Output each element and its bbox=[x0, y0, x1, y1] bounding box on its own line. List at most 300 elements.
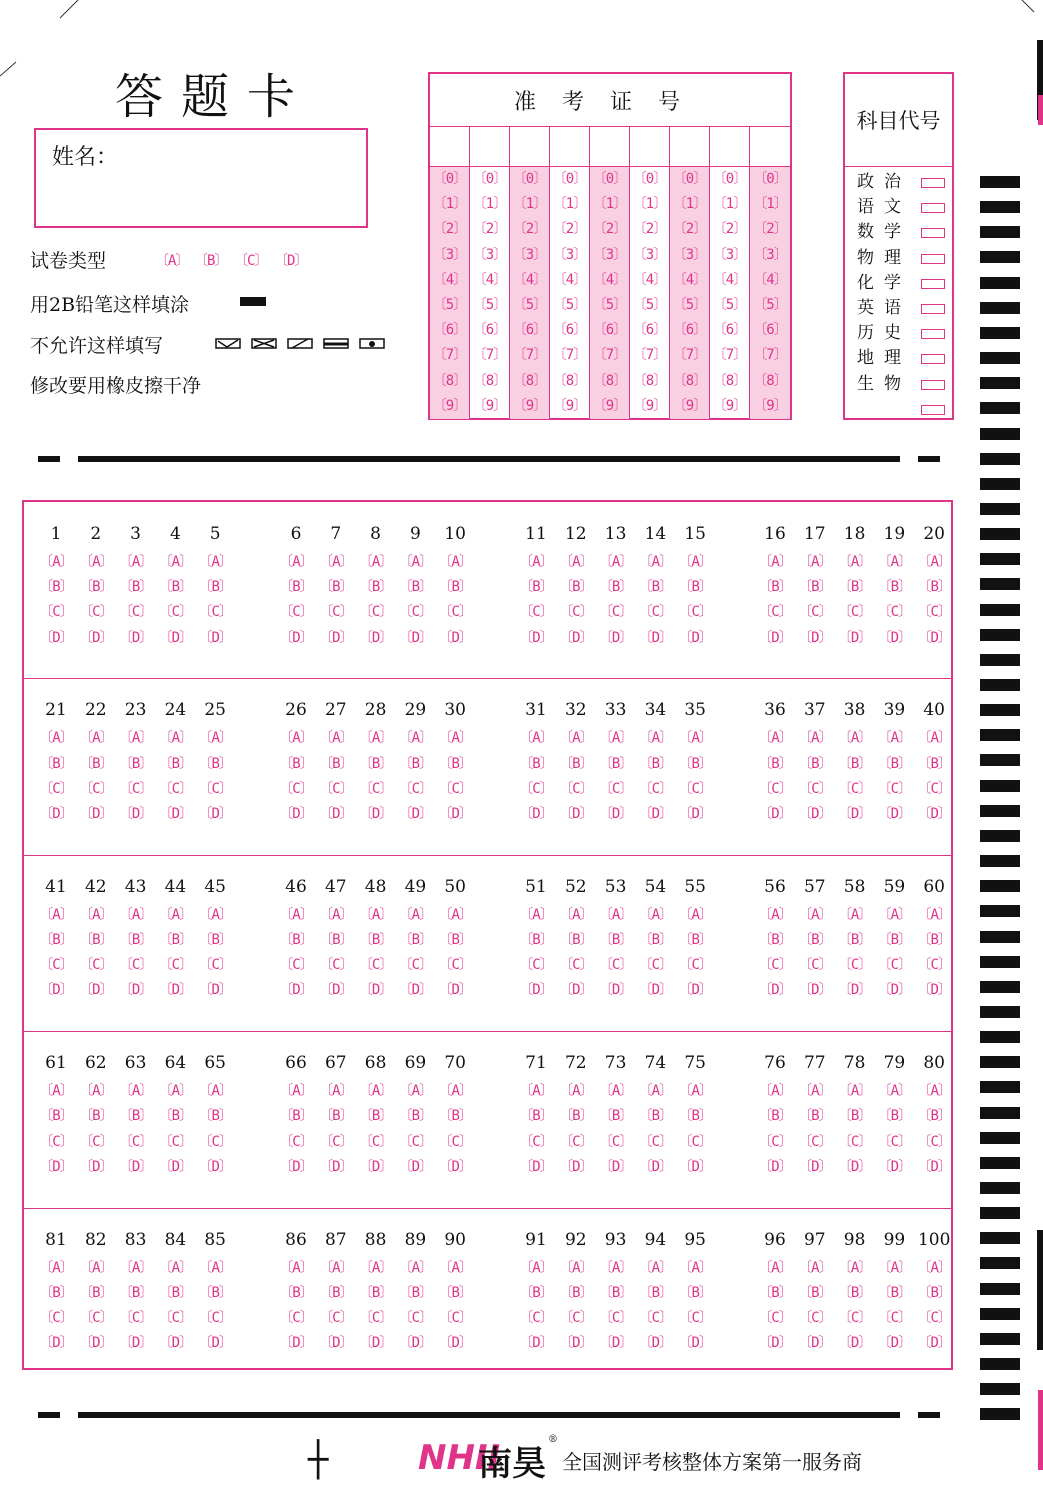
answer-bubble[interactable]: 〔D〕 bbox=[798, 806, 832, 822]
answer-bubble[interactable]: 〔D〕 bbox=[118, 806, 153, 822]
exam-digit-bubble[interactable]: 〔6〕 bbox=[672, 322, 707, 339]
exam-digit-bubble[interactable]: 〔4〕 bbox=[592, 271, 627, 288]
answer-bubble[interactable]: 〔C〕 bbox=[917, 604, 951, 621]
exam-digit-bubble[interactable]: 〔0〕 bbox=[672, 171, 707, 187]
answer-bubble[interactable]: 〔A〕 bbox=[158, 1083, 193, 1100]
answer-bubble[interactable]: 〔B〕 bbox=[678, 579, 712, 596]
answer-bubble[interactable]: 〔A〕 bbox=[118, 730, 153, 747]
answer-bubble[interactable]: 〔C〕 bbox=[678, 957, 712, 974]
answer-bubble[interactable]: 〔C〕 bbox=[678, 604, 712, 621]
answer-bubble[interactable]: 〔D〕 bbox=[158, 982, 193, 999]
answer-bubble[interactable]: 〔B〕 bbox=[79, 755, 113, 772]
subject-bubble[interactable] bbox=[921, 279, 945, 289]
exam-number-write-cell[interactable] bbox=[590, 126, 629, 167]
exam-digit-bubble[interactable]: 〔5〕 bbox=[632, 296, 667, 313]
answer-bubble[interactable]: 〔D〕 bbox=[877, 982, 912, 999]
answer-bubble[interactable]: 〔A〕 bbox=[678, 1259, 712, 1276]
answer-bubble[interactable]: 〔B〕 bbox=[358, 1108, 393, 1125]
answer-bubble[interactable]: 〔C〕 bbox=[758, 1133, 792, 1150]
answer-bubble[interactable]: 〔A〕 bbox=[559, 730, 593, 747]
answer-bubble[interactable]: 〔B〕 bbox=[837, 579, 872, 596]
answer-bubble[interactable]: 〔A〕 bbox=[678, 554, 712, 570]
answer-bubble[interactable]: 〔C〕 bbox=[798, 1133, 832, 1150]
exam-digit-bubble[interactable]: 〔9〕 bbox=[672, 397, 707, 414]
answer-bubble[interactable]: 〔A〕 bbox=[118, 1259, 153, 1276]
answer-bubble[interactable]: 〔D〕 bbox=[877, 806, 912, 822]
exam-digit-bubble[interactable]: 〔3〕 bbox=[512, 246, 547, 263]
answer-bubble[interactable]: 〔C〕 bbox=[758, 1310, 792, 1326]
answer-bubble[interactable]: 〔B〕 bbox=[398, 579, 433, 596]
answer-bubble[interactable]: 〔A〕 bbox=[877, 1259, 912, 1276]
answer-bubble[interactable]: 〔C〕 bbox=[798, 780, 832, 797]
answer-bubble[interactable]: 〔A〕 bbox=[598, 906, 633, 923]
answer-bubble[interactable]: 〔A〕 bbox=[118, 906, 153, 923]
answer-bubble[interactable]: 〔C〕 bbox=[79, 1310, 113, 1326]
answer-bubble[interactable]: 〔B〕 bbox=[319, 932, 353, 948]
answer-bubble[interactable]: 〔A〕 bbox=[638, 730, 673, 747]
answer-bubble[interactable]: 〔D〕 bbox=[279, 982, 313, 999]
exam-digit-bubble[interactable]: 〔4〕 bbox=[552, 271, 587, 288]
answer-bubble[interactable]: 〔B〕 bbox=[39, 1108, 73, 1125]
answer-bubble[interactable]: 〔B〕 bbox=[358, 755, 393, 772]
answer-bubble[interactable]: 〔B〕 bbox=[559, 1108, 593, 1125]
answer-bubble[interactable]: 〔A〕 bbox=[678, 1083, 712, 1100]
exam-digit-bubble[interactable]: 〔7〕 bbox=[712, 347, 747, 364]
answer-bubble[interactable]: 〔D〕 bbox=[678, 806, 712, 822]
answer-bubble[interactable]: 〔A〕 bbox=[638, 906, 673, 923]
answer-bubble[interactable]: 〔C〕 bbox=[198, 604, 232, 621]
exam-digit-bubble[interactable]: 〔5〕 bbox=[712, 296, 747, 313]
answer-bubble[interactable]: 〔D〕 bbox=[559, 1335, 593, 1352]
answer-bubble[interactable]: 〔B〕 bbox=[877, 1284, 912, 1301]
answer-bubble[interactable]: 〔B〕 bbox=[758, 1284, 792, 1301]
answer-bubble[interactable]: 〔C〕 bbox=[559, 957, 593, 974]
paper-type-option-b[interactable]: 〔B〕 bbox=[194, 253, 228, 269]
answer-bubble[interactable]: 〔C〕 bbox=[158, 1310, 193, 1326]
answer-bubble[interactable]: 〔C〕 bbox=[398, 780, 433, 797]
answer-bubble[interactable]: 〔B〕 bbox=[198, 932, 232, 948]
answer-bubble[interactable]: 〔B〕 bbox=[877, 755, 912, 772]
answer-bubble[interactable]: 〔B〕 bbox=[559, 755, 593, 772]
answer-bubble[interactable]: 〔B〕 bbox=[758, 755, 792, 772]
answer-bubble[interactable]: 〔B〕 bbox=[519, 755, 553, 772]
answer-bubble[interactable]: 〔C〕 bbox=[279, 957, 313, 974]
exam-digit-bubble[interactable]: 〔2〕 bbox=[512, 221, 547, 238]
exam-digit-bubble[interactable]: 〔1〕 bbox=[712, 196, 747, 213]
answer-bubble[interactable]: 〔C〕 bbox=[358, 780, 393, 797]
answer-bubble[interactable]: 〔D〕 bbox=[917, 1335, 951, 1352]
answer-bubble[interactable]: 〔D〕 bbox=[358, 806, 393, 822]
exam-digit-bubble[interactable]: 〔4〕 bbox=[512, 271, 547, 288]
answer-bubble[interactable]: 〔B〕 bbox=[118, 932, 153, 948]
answer-bubble[interactable]: 〔C〕 bbox=[398, 957, 433, 974]
answer-bubble[interactable]: 〔A〕 bbox=[279, 730, 313, 747]
exam-digit-bubble[interactable]: 〔0〕 bbox=[712, 171, 747, 187]
exam-digit-bubble[interactable]: 〔3〕 bbox=[672, 246, 707, 263]
answer-bubble[interactable]: 〔D〕 bbox=[39, 1158, 73, 1175]
answer-bubble[interactable]: 〔D〕 bbox=[118, 629, 153, 646]
answer-bubble[interactable]: 〔C〕 bbox=[198, 1133, 232, 1150]
answer-bubble[interactable]: 〔C〕 bbox=[398, 1310, 433, 1326]
answer-bubble[interactable]: 〔D〕 bbox=[319, 629, 353, 646]
answer-bubble[interactable]: 〔D〕 bbox=[438, 629, 472, 646]
exam-digit-bubble[interactable]: 〔2〕 bbox=[432, 221, 467, 238]
exam-digit-bubble[interactable]: 〔1〕 bbox=[552, 196, 587, 213]
answer-bubble[interactable]: 〔B〕 bbox=[158, 1108, 193, 1125]
exam-digit-bubble[interactable]: 〔8〕 bbox=[632, 372, 667, 389]
answer-bubble[interactable]: 〔A〕 bbox=[559, 906, 593, 923]
answer-bubble[interactable]: 〔D〕 bbox=[118, 982, 153, 999]
answer-bubble[interactable]: 〔B〕 bbox=[598, 579, 633, 596]
answer-bubble[interactable]: 〔A〕 bbox=[877, 1083, 912, 1100]
exam-number-write-cell[interactable] bbox=[750, 126, 790, 167]
answer-bubble[interactable]: 〔B〕 bbox=[358, 579, 393, 596]
answer-bubble[interactable]: 〔A〕 bbox=[917, 730, 951, 747]
answer-bubble[interactable]: 〔B〕 bbox=[559, 1284, 593, 1301]
answer-bubble[interactable]: 〔A〕 bbox=[118, 1083, 153, 1100]
answer-bubble[interactable]: 〔B〕 bbox=[279, 1108, 313, 1125]
answer-bubble[interactable]: 〔C〕 bbox=[519, 1310, 553, 1326]
answer-bubble[interactable]: 〔A〕 bbox=[158, 1259, 193, 1276]
answer-bubble[interactable]: 〔A〕 bbox=[917, 1259, 951, 1276]
subject-bubble[interactable] bbox=[921, 405, 945, 415]
answer-bubble[interactable]: 〔C〕 bbox=[358, 957, 393, 974]
exam-digit-bubble[interactable]: 〔0〕 bbox=[432, 171, 467, 187]
exam-digit-bubble[interactable]: 〔1〕 bbox=[472, 196, 507, 213]
answer-bubble[interactable]: 〔C〕 bbox=[279, 780, 313, 797]
answer-bubble[interactable]: 〔D〕 bbox=[398, 982, 433, 999]
exam-digit-bubble[interactable]: 〔7〕 bbox=[472, 347, 507, 364]
answer-bubble[interactable]: 〔D〕 bbox=[279, 1335, 313, 1352]
answer-bubble[interactable]: 〔B〕 bbox=[678, 1108, 712, 1125]
answer-bubble[interactable]: 〔C〕 bbox=[837, 1310, 872, 1326]
answer-bubble[interactable]: 〔A〕 bbox=[198, 1259, 232, 1276]
answer-bubble[interactable]: 〔C〕 bbox=[319, 780, 353, 797]
answer-bubble[interactable]: 〔B〕 bbox=[877, 579, 912, 596]
exam-digit-bubble[interactable]: 〔2〕 bbox=[753, 221, 787, 238]
exam-digit-bubble[interactable]: 〔6〕 bbox=[753, 322, 787, 339]
answer-bubble[interactable]: 〔B〕 bbox=[877, 1108, 912, 1125]
exam-number-write-cell[interactable] bbox=[550, 126, 589, 167]
answer-bubble[interactable]: 〔D〕 bbox=[559, 806, 593, 822]
answer-bubble[interactable]: 〔D〕 bbox=[837, 629, 872, 646]
answer-bubble[interactable]: 〔C〕 bbox=[877, 1133, 912, 1150]
answer-bubble[interactable]: 〔B〕 bbox=[118, 579, 153, 596]
answer-bubble[interactable]: 〔B〕 bbox=[319, 579, 353, 596]
exam-digit-bubble[interactable]: 〔4〕 bbox=[753, 271, 787, 288]
answer-bubble[interactable]: 〔D〕 bbox=[319, 1335, 353, 1352]
answer-bubble[interactable]: 〔B〕 bbox=[79, 1284, 113, 1301]
answer-bubble[interactable]: 〔D〕 bbox=[198, 1158, 232, 1175]
answer-bubble[interactable]: 〔D〕 bbox=[798, 629, 832, 646]
exam-number-write-cell[interactable] bbox=[510, 126, 549, 167]
answer-bubble[interactable]: 〔A〕 bbox=[279, 554, 313, 570]
answer-bubble[interactable]: 〔A〕 bbox=[319, 1083, 353, 1100]
subject-bubble[interactable] bbox=[921, 354, 945, 364]
exam-digit-bubble[interactable]: 〔5〕 bbox=[592, 296, 627, 313]
exam-digit-bubble[interactable]: 〔5〕 bbox=[432, 296, 467, 313]
answer-bubble[interactable]: 〔A〕 bbox=[39, 906, 73, 923]
subject-bubble[interactable] bbox=[921, 380, 945, 390]
answer-bubble[interactable]: 〔A〕 bbox=[598, 554, 633, 570]
answer-bubble[interactable]: 〔B〕 bbox=[438, 1284, 472, 1301]
exam-digit-bubble[interactable]: 〔8〕 bbox=[552, 372, 587, 389]
answer-bubble[interactable]: 〔A〕 bbox=[798, 1259, 832, 1276]
answer-bubble[interactable]: 〔B〕 bbox=[118, 1108, 153, 1125]
answer-bubble[interactable]: 〔C〕 bbox=[638, 604, 673, 621]
answer-bubble[interactable]: 〔C〕 bbox=[638, 1310, 673, 1326]
answer-bubble[interactable]: 〔B〕 bbox=[79, 1108, 113, 1125]
answer-bubble[interactable]: 〔A〕 bbox=[519, 730, 553, 747]
answer-bubble[interactable]: 〔A〕 bbox=[758, 1259, 792, 1276]
answer-bubble[interactable]: 〔B〕 bbox=[917, 755, 951, 772]
answer-bubble[interactable]: 〔C〕 bbox=[198, 780, 232, 797]
answer-bubble[interactable]: 〔D〕 bbox=[39, 629, 73, 646]
answer-bubble[interactable]: 〔C〕 bbox=[678, 1310, 712, 1326]
answer-bubble[interactable]: 〔C〕 bbox=[398, 1133, 433, 1150]
answer-bubble[interactable]: 〔A〕 bbox=[279, 1083, 313, 1100]
exam-digit-bubble[interactable]: 〔1〕 bbox=[672, 196, 707, 213]
answer-bubble[interactable]: 〔C〕 bbox=[638, 780, 673, 797]
answer-bubble[interactable]: 〔B〕 bbox=[758, 932, 792, 948]
answer-bubble[interactable]: 〔A〕 bbox=[118, 554, 153, 570]
answer-bubble[interactable]: 〔A〕 bbox=[279, 906, 313, 923]
exam-digit-bubble[interactable]: 〔5〕 bbox=[753, 296, 787, 313]
answer-bubble[interactable]: 〔B〕 bbox=[158, 579, 193, 596]
answer-bubble[interactable]: 〔A〕 bbox=[519, 554, 553, 570]
answer-bubble[interactable]: 〔A〕 bbox=[398, 554, 433, 570]
answer-bubble[interactable]: 〔B〕 bbox=[598, 755, 633, 772]
answer-bubble[interactable]: 〔D〕 bbox=[319, 1158, 353, 1175]
answer-bubble[interactable]: 〔C〕 bbox=[917, 1310, 951, 1326]
answer-bubble[interactable]: 〔D〕 bbox=[598, 806, 633, 822]
answer-bubble[interactable]: 〔D〕 bbox=[877, 1158, 912, 1175]
answer-bubble[interactable]: 〔B〕 bbox=[158, 755, 193, 772]
answer-bubble[interactable]: 〔D〕 bbox=[39, 982, 73, 999]
answer-bubble[interactable]: 〔D〕 bbox=[758, 806, 792, 822]
answer-bubble[interactable]: 〔B〕 bbox=[559, 932, 593, 948]
answer-bubble[interactable]: 〔C〕 bbox=[438, 780, 472, 797]
answer-bubble[interactable]: 〔B〕 bbox=[758, 579, 792, 596]
answer-bubble[interactable]: 〔B〕 bbox=[519, 932, 553, 948]
answer-bubble[interactable]: 〔C〕 bbox=[358, 1133, 393, 1150]
answer-bubble[interactable]: 〔B〕 bbox=[678, 932, 712, 948]
answer-bubble[interactable]: 〔D〕 bbox=[438, 1158, 472, 1175]
exam-digit-bubble[interactable]: 〔5〕 bbox=[472, 296, 507, 313]
answer-bubble[interactable]: 〔C〕 bbox=[519, 1133, 553, 1150]
answer-bubble[interactable]: 〔D〕 bbox=[398, 1158, 433, 1175]
answer-bubble[interactable]: 〔B〕 bbox=[319, 1108, 353, 1125]
answer-bubble[interactable]: 〔C〕 bbox=[877, 957, 912, 974]
exam-digit-bubble[interactable]: 〔2〕 bbox=[472, 221, 507, 238]
exam-digit-bubble[interactable]: 〔1〕 bbox=[632, 196, 667, 213]
answer-bubble[interactable]: 〔A〕 bbox=[638, 1083, 673, 1100]
exam-digit-bubble[interactable]: 〔2〕 bbox=[592, 221, 627, 238]
answer-bubble[interactable]: 〔B〕 bbox=[279, 1284, 313, 1301]
answer-bubble[interactable]: 〔A〕 bbox=[798, 554, 832, 570]
answer-bubble[interactable]: 〔B〕 bbox=[798, 1108, 832, 1125]
exam-digit-bubble[interactable]: 〔9〕 bbox=[632, 397, 667, 414]
answer-bubble[interactable]: 〔D〕 bbox=[877, 1335, 912, 1352]
answer-bubble[interactable]: 〔A〕 bbox=[559, 1083, 593, 1100]
answer-bubble[interactable]: 〔D〕 bbox=[758, 1158, 792, 1175]
answer-bubble[interactable]: 〔D〕 bbox=[39, 806, 73, 822]
answer-bubble[interactable]: 〔B〕 bbox=[638, 932, 673, 948]
answer-bubble[interactable]: 〔C〕 bbox=[279, 1310, 313, 1326]
answer-bubble[interactable]: 〔D〕 bbox=[198, 629, 232, 646]
answer-bubble[interactable]: 〔C〕 bbox=[559, 1133, 593, 1150]
answer-bubble[interactable]: 〔B〕 bbox=[158, 1284, 193, 1301]
answer-bubble[interactable]: 〔D〕 bbox=[79, 982, 113, 999]
answer-bubble[interactable]: 〔D〕 bbox=[118, 1335, 153, 1352]
answer-bubble[interactable]: 〔D〕 bbox=[598, 982, 633, 999]
answer-bubble[interactable]: 〔C〕 bbox=[158, 604, 193, 621]
exam-digit-bubble[interactable]: 〔3〕 bbox=[432, 246, 467, 263]
answer-bubble[interactable]: 〔A〕 bbox=[358, 906, 393, 923]
answer-bubble[interactable]: 〔D〕 bbox=[358, 982, 393, 999]
exam-digit-bubble[interactable]: 〔4〕 bbox=[672, 271, 707, 288]
answer-bubble[interactable]: 〔A〕 bbox=[79, 1083, 113, 1100]
exam-digit-bubble[interactable]: 〔5〕 bbox=[672, 296, 707, 313]
answer-bubble[interactable]: 〔A〕 bbox=[279, 1259, 313, 1276]
answer-bubble[interactable]: 〔C〕 bbox=[638, 957, 673, 974]
answer-bubble[interactable]: 〔B〕 bbox=[198, 755, 232, 772]
answer-bubble[interactable]: 〔A〕 bbox=[438, 906, 472, 923]
answer-bubble[interactable]: 〔B〕 bbox=[598, 1284, 633, 1301]
answer-bubble[interactable]: 〔C〕 bbox=[398, 604, 433, 621]
exam-digit-bubble[interactable]: 〔9〕 bbox=[753, 397, 787, 414]
answer-bubble[interactable]: 〔A〕 bbox=[319, 906, 353, 923]
answer-bubble[interactable]: 〔C〕 bbox=[279, 604, 313, 621]
exam-digit-bubble[interactable]: 〔7〕 bbox=[432, 347, 467, 364]
answer-bubble[interactable]: 〔D〕 bbox=[358, 1158, 393, 1175]
answer-bubble[interactable]: 〔B〕 bbox=[438, 1108, 472, 1125]
exam-digit-bubble[interactable]: 〔8〕 bbox=[592, 372, 627, 389]
answer-bubble[interactable]: 〔C〕 bbox=[358, 604, 393, 621]
answer-bubble[interactable]: 〔A〕 bbox=[678, 906, 712, 923]
answer-bubble[interactable]: 〔A〕 bbox=[398, 906, 433, 923]
answer-bubble[interactable]: 〔C〕 bbox=[598, 957, 633, 974]
answer-bubble[interactable]: 〔D〕 bbox=[598, 1158, 633, 1175]
answer-bubble[interactable]: 〔B〕 bbox=[837, 1284, 872, 1301]
answer-bubble[interactable]: 〔D〕 bbox=[279, 1158, 313, 1175]
answer-bubble[interactable]: 〔D〕 bbox=[398, 1335, 433, 1352]
answer-bubble[interactable]: 〔B〕 bbox=[398, 1284, 433, 1301]
exam-digit-bubble[interactable]: 〔1〕 bbox=[592, 196, 627, 213]
answer-bubble[interactable]: 〔B〕 bbox=[638, 1108, 673, 1125]
answer-bubble[interactable]: 〔D〕 bbox=[598, 1335, 633, 1352]
paper-type-option-d[interactable]: 〔D〕 bbox=[274, 253, 308, 269]
answer-bubble[interactable]: 〔D〕 bbox=[398, 806, 433, 822]
exam-digit-bubble[interactable]: 〔8〕 bbox=[432, 372, 467, 389]
answer-bubble[interactable]: 〔A〕 bbox=[398, 730, 433, 747]
answer-bubble[interactable]: 〔D〕 bbox=[638, 629, 673, 646]
answer-bubble[interactable]: 〔D〕 bbox=[519, 629, 553, 646]
answer-bubble[interactable]: 〔B〕 bbox=[798, 755, 832, 772]
answer-bubble[interactable]: 〔D〕 bbox=[438, 1335, 472, 1352]
answer-bubble[interactable]: 〔D〕 bbox=[678, 629, 712, 646]
answer-bubble[interactable]: 〔A〕 bbox=[598, 1083, 633, 1100]
subject-bubble[interactable] bbox=[921, 228, 945, 238]
answer-bubble[interactable]: 〔A〕 bbox=[837, 730, 872, 747]
answer-bubble[interactable]: 〔B〕 bbox=[319, 1284, 353, 1301]
answer-bubble[interactable]: 〔D〕 bbox=[198, 1335, 232, 1352]
subject-bubble[interactable] bbox=[921, 254, 945, 264]
answer-bubble[interactable]: 〔A〕 bbox=[758, 730, 792, 747]
answer-bubble[interactable]: 〔B〕 bbox=[917, 1108, 951, 1125]
answer-bubble[interactable]: 〔C〕 bbox=[678, 780, 712, 797]
answer-bubble[interactable]: 〔C〕 bbox=[319, 1133, 353, 1150]
answer-bubble[interactable]: 〔B〕 bbox=[837, 932, 872, 948]
answer-bubble[interactable]: 〔D〕 bbox=[279, 806, 313, 822]
answer-bubble[interactable]: 〔B〕 bbox=[559, 579, 593, 596]
exam-digit-bubble[interactable]: 〔6〕 bbox=[552, 322, 587, 339]
answer-bubble[interactable]: 〔C〕 bbox=[79, 1133, 113, 1150]
exam-digit-bubble[interactable]: 〔2〕 bbox=[632, 221, 667, 238]
answer-bubble[interactable]: 〔D〕 bbox=[438, 806, 472, 822]
answer-bubble[interactable]: 〔A〕 bbox=[158, 906, 193, 923]
answer-bubble[interactable]: 〔A〕 bbox=[519, 1259, 553, 1276]
answer-bubble[interactable]: 〔C〕 bbox=[79, 604, 113, 621]
answer-bubble[interactable]: 〔A〕 bbox=[79, 1259, 113, 1276]
answer-bubble[interactable]: 〔D〕 bbox=[118, 1158, 153, 1175]
answer-bubble[interactable]: 〔B〕 bbox=[598, 1108, 633, 1125]
exam-digit-bubble[interactable]: 〔7〕 bbox=[672, 347, 707, 364]
answer-bubble[interactable]: 〔D〕 bbox=[678, 982, 712, 999]
answer-bubble[interactable]: 〔C〕 bbox=[598, 780, 633, 797]
answer-bubble[interactable]: 〔A〕 bbox=[598, 730, 633, 747]
answer-bubble[interactable]: 〔D〕 bbox=[758, 982, 792, 999]
exam-digit-bubble[interactable]: 〔0〕 bbox=[592, 171, 627, 187]
exam-digit-bubble[interactable]: 〔1〕 bbox=[432, 196, 467, 213]
answer-bubble[interactable]: 〔B〕 bbox=[279, 755, 313, 772]
answer-bubble[interactable]: 〔A〕 bbox=[877, 554, 912, 570]
answer-bubble[interactable]: 〔C〕 bbox=[559, 780, 593, 797]
answer-bubble[interactable]: 〔B〕 bbox=[39, 932, 73, 948]
answer-bubble[interactable]: 〔B〕 bbox=[798, 1284, 832, 1301]
exam-digit-bubble[interactable]: 〔0〕 bbox=[512, 171, 547, 187]
answer-bubble[interactable]: 〔C〕 bbox=[118, 957, 153, 974]
answer-bubble[interactable]: 〔D〕 bbox=[358, 629, 393, 646]
answer-bubble[interactable]: 〔C〕 bbox=[559, 604, 593, 621]
answer-bubble[interactable]: 〔C〕 bbox=[519, 957, 553, 974]
answer-bubble[interactable]: 〔D〕 bbox=[917, 1158, 951, 1175]
exam-digit-bubble[interactable]: 〔3〕 bbox=[753, 246, 787, 263]
answer-bubble[interactable]: 〔B〕 bbox=[398, 755, 433, 772]
answer-bubble[interactable]: 〔A〕 bbox=[358, 730, 393, 747]
exam-digit-bubble[interactable]: 〔7〕 bbox=[753, 347, 787, 364]
answer-bubble[interactable]: 〔A〕 bbox=[559, 554, 593, 570]
exam-digit-bubble[interactable]: 〔3〕 bbox=[592, 246, 627, 263]
exam-digit-bubble[interactable]: 〔5〕 bbox=[552, 296, 587, 313]
exam-digit-bubble[interactable]: 〔3〕 bbox=[552, 246, 587, 263]
answer-bubble[interactable]: 〔C〕 bbox=[118, 1133, 153, 1150]
answer-bubble[interactable]: 〔D〕 bbox=[837, 982, 872, 999]
exam-digit-bubble[interactable]: 〔5〕 bbox=[512, 296, 547, 313]
answer-bubble[interactable]: 〔C〕 bbox=[39, 1133, 73, 1150]
answer-bubble[interactable]: 〔D〕 bbox=[798, 1158, 832, 1175]
answer-bubble[interactable]: 〔B〕 bbox=[198, 1108, 232, 1125]
answer-bubble[interactable]: 〔C〕 bbox=[917, 780, 951, 797]
answer-bubble[interactable]: 〔D〕 bbox=[638, 1158, 673, 1175]
answer-bubble[interactable]: 〔A〕 bbox=[79, 554, 113, 570]
exam-number-write-cell[interactable] bbox=[430, 126, 469, 167]
answer-bubble[interactable]: 〔A〕 bbox=[39, 1083, 73, 1100]
answer-bubble[interactable]: 〔A〕 bbox=[519, 1083, 553, 1100]
paper-type-option-c[interactable]: 〔C〕 bbox=[234, 253, 268, 269]
answer-bubble[interactable]: 〔A〕 bbox=[79, 906, 113, 923]
exam-digit-bubble[interactable]: 〔8〕 bbox=[512, 372, 547, 389]
